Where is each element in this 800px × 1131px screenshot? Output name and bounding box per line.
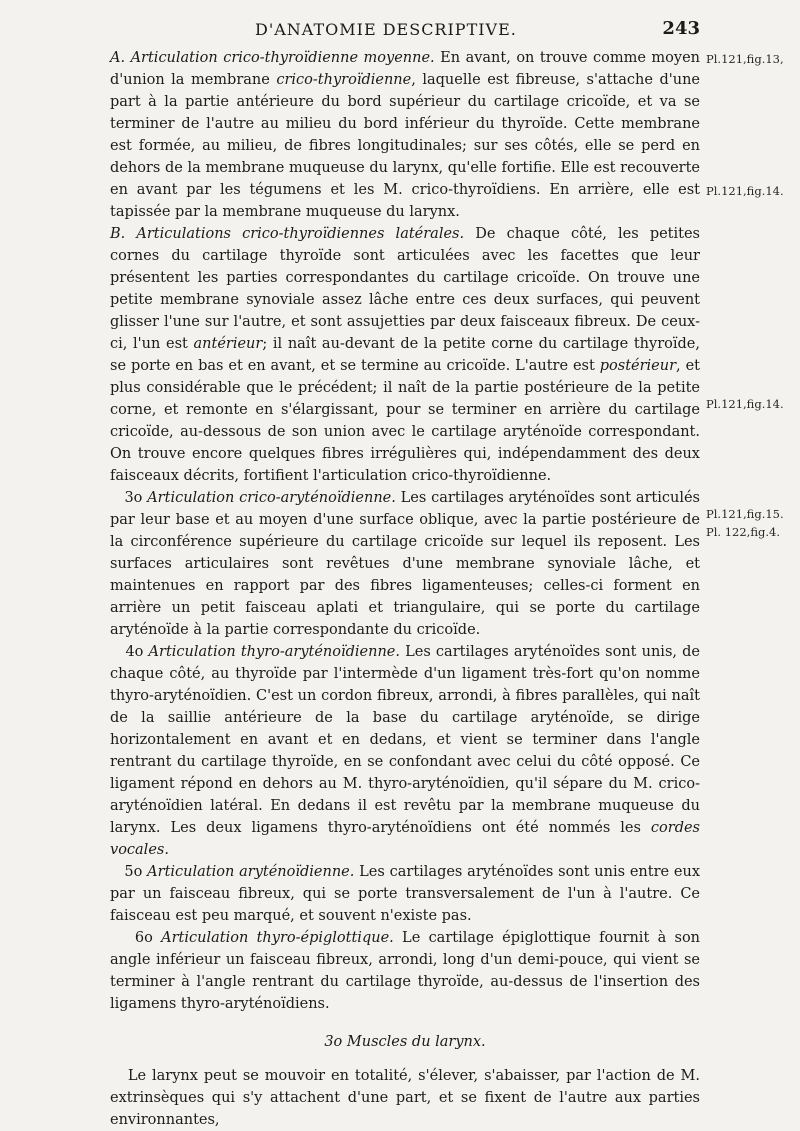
- paragraph-heading: A. Articulation crico-thyroïdienne moyenne.: [110, 50, 435, 66]
- running-title: D'ANATOMIE DESCRIPTIVE.: [255, 20, 517, 39]
- paragraph-text: Les cartilages aryténoïdes sont unis entre eux par un faisceau fibreux, qui se porte transversalement de l'un à l'autre. Ce faisceau est peu marqué, et souvent n'existe pas.: [110, 864, 701, 924]
- paragraph-heading: Articulation aryténoïdienne.: [142, 864, 355, 880]
- paragraph-text: En avant, on trouve comme moyen d'union la membrane: [110, 50, 700, 88]
- paragraph-text: De chaque côté, les petites cornes du cartilage thyroïde sont articulées avec les facettes que leur présentent les parties correspondantes du cartilage cricoïde. On trouve une petite membrane synoviale assez lâche entre ces deux surfaces, qui peuvent glisser l'une sur l'autre, et sont assujetties par deux faisceaux fibreux. De ceux-ci, l'un est: [110, 226, 700, 352]
- paragraph-text: Les cartilages aryténoïdes sont unis, de chaque côté, au thyroïde par l'intermède d'un ligament très-fort qu'on nomme thyro-aryténoïdien. C'est un cordon fibreux, arrondi, à fibres parallèles, qui naît de la saillie antérieure de la base du cartilage aryténoïde, se dirige horizontalement en avant et en dedans, et vient se terminer dans l'angle rentrant du cartilage thyroïde, en se confondant avec celui du côté opposé. Ce ligament répond en dehors au M. thyro-aryténoïdien, qu'il sépare du M. crico-aryténoïdien latéral. En dedans il est revêtu par la membrane muqueuse du larynx. Les deux ligamens thyro-aryténoïdiens ont été nommés les: [110, 644, 700, 836]
- paragraph-text: Le cartilage épiglottique fournit à son angle inférieur un faisceau fibreux, arrondi, long d'un demi-pouce, qui vient se terminer à l'angle rentrant du cartilage thyroïde, au-dessus de l'insertion des ligamens thyro-aryténoïdiens.: [110, 930, 701, 1012]
- paragraph-number: 3o: [124, 490, 143, 506]
- emphasized-term: crico-thyroïdienne: [276, 72, 412, 88]
- paragraph-articulation-3: [110, 487, 700, 641]
- page-header: [110, 18, 700, 44]
- emphasized-term: cordes vocales: [110, 820, 700, 858]
- margin-note-plate-ref: Pl.121,fig.14.: [706, 184, 784, 198]
- paragraph-articulation-6: [110, 927, 700, 1015]
- paragraph-text: Le larynx peut se mouvoir en totalité, s'élever, s'abaisser, par l'action de M. extrinsèques qui s'y attachent d'une part, et se fixent de l'autre aux parties environnantes,: [110, 1068, 701, 1128]
- paragraph-text: ; il naît au-devant de la petite corne du cartilage thyroïde, se porte en bas et en avant, et se termine au cricoïde. L'autre est: [110, 336, 700, 374]
- paragraph-heading: B. Articulations crico-thyroïdiennes latérales.: [110, 226, 465, 242]
- margin-note-plate-ref: Pl.121,fig.14.: [706, 397, 784, 411]
- paragraph-articulation-b: [110, 223, 700, 487]
- emphasized-term: postérieur: [599, 358, 677, 374]
- paragraph-heading: Articulation thyro-aryténoïdienne.: [143, 644, 400, 660]
- page-number: 243: [662, 18, 700, 39]
- paragraph-text: , laquelle est fibreuse, s'attache d'une part à la partie antérieure du bord supérieur du cartilage cricoïde, et va se terminer de l'autre au milieu du bord inférieur du thyroïde. Cette membrane est formée, au milieu, de fibres longitudinales; sur ses côtés, elle se perd en dehors de la membrane muqueuse du larynx, qu'elle fortifie. Elle est recouverte en avant par les tégumens et les M. crico-thyroïdiens. En arrière, elle est tapissée par la membrane muqueuse du larynx.: [110, 72, 700, 220]
- paragraph-number: 5o: [124, 864, 143, 880]
- paragraph-heading: Articulation crico-aryténoïdienne.: [142, 490, 396, 506]
- paragraph-text: .: [164, 842, 169, 858]
- paragraph-text: Les cartilages aryténoïdes sont articulés par leur base et au moyen d'une surface oblique, avec la partie postérieure de la circonférence supérieure du cartilage cricoïde sur lequel ils reposent. Les surfaces articulaires sont revêtues d'une membrane synoviale lâche, et maintenues en rapport par des fibres ligamenteuses; celles-ci forment en arrière un petit faisceau aplati et triangulaire, qui se porte du cartilage aryténoïde à la partie correspondante du cricoïde.: [110, 490, 700, 638]
- paragraph-number: 4o: [125, 644, 144, 660]
- paragraph-articulation-4: [110, 641, 700, 861]
- paragraph-larynx-movement: [110, 1065, 700, 1131]
- emphasized-term: antérieur: [193, 336, 263, 352]
- margin-note-plate-ref: Pl.121,fig.15.: [706, 507, 784, 521]
- body-text: [110, 47, 700, 1131]
- margin-note-plate-ref: Pl. 122,fig.4.: [706, 525, 780, 539]
- margin-note-plate-ref: Pl.121,fig.13,: [706, 52, 784, 66]
- section-title: 3o Muscles du larynx.: [324, 1034, 486, 1050]
- paragraph-articulation-a: [110, 47, 700, 223]
- paragraph-text: , et plus considérable que le précédent; il naît de la partie postérieure de la petite corne, et remonte en s'élargissant, pour se terminer en arrière du cartilage cricoïde, au-dessous de son union avec le cartilage aryténoïde correspondant. On trouve encore quelques fibres irrégulières qui, indépendamment des deux faisceaux décrits, fortifient l'articulation crico-thyroïdienne.: [110, 358, 700, 484]
- paragraph-heading: Articulation thyro-épiglottique.: [152, 930, 394, 946]
- paragraph-articulation-5: [110, 861, 700, 927]
- paragraph-number: 6o: [134, 930, 153, 946]
